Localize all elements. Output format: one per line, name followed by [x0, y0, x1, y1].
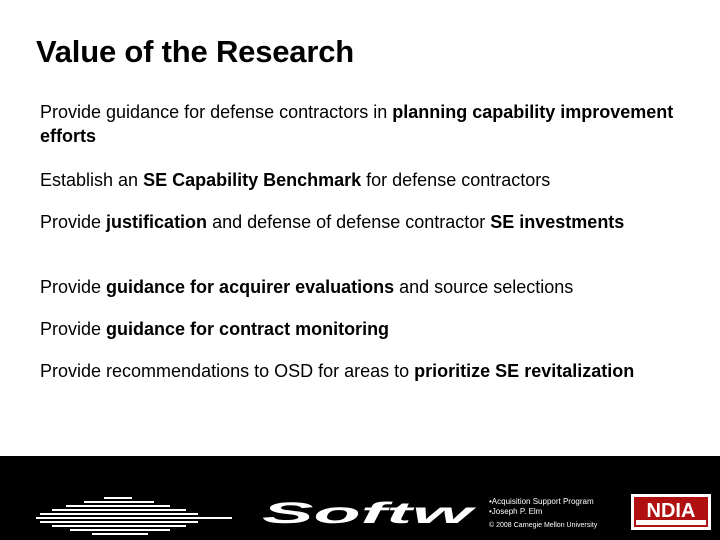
bullet-text: Establish an	[40, 170, 144, 190]
bullet-item	[40, 168, 680, 192]
bullet-emphasis: guidance for contract monitoring	[106, 319, 390, 339]
logo-text: Softw	[262, 497, 477, 530]
footer-line-2: •Joseph P. Elm	[489, 507, 543, 516]
bullet-text: and source selections	[394, 277, 574, 297]
bullet-text: Provide	[40, 319, 107, 339]
software-logo	[0, 456, 480, 540]
ndia-text: NDIA	[646, 500, 696, 522]
ndia-logo	[631, 494, 711, 530]
footer-bar	[0, 456, 720, 540]
bullet-emphasis: planning capability improvement efforts	[40, 102, 674, 146]
bullet-emphasis: guidance for acquirer evaluations	[106, 277, 395, 297]
bullet-text: and defense of defense contractor	[207, 212, 491, 232]
footer-line-1: •Acquisition Support Program	[489, 497, 594, 506]
bullet-item	[40, 210, 680, 234]
bullet-text: Provide	[40, 277, 107, 297]
copyright-text: © 2008 Carnegie Mellon University	[489, 522, 598, 529]
footer-credits	[489, 497, 594, 517]
slide-title: Value of the Research	[36, 34, 354, 69]
bullet-emphasis: prioritize SE revitalization	[414, 361, 635, 381]
bullet-emphasis: SE investments	[490, 212, 625, 232]
ndia-emblem	[632, 495, 710, 529]
bullet-item	[40, 100, 680, 148]
bullet-item	[40, 275, 680, 299]
bullet-text: for defense contractors	[361, 170, 551, 190]
bullet-item	[40, 359, 680, 383]
bullet-item	[40, 317, 680, 341]
bullet-emphasis: SE Capability Benchmark	[143, 170, 362, 190]
bullet-text: Provide guidance for defense contractors in	[40, 102, 393, 122]
bullet-text: Provide	[40, 212, 107, 232]
bullet-emphasis: justification	[106, 212, 208, 232]
bullet-text: Provide recommendations to OSD for areas to	[40, 361, 415, 381]
